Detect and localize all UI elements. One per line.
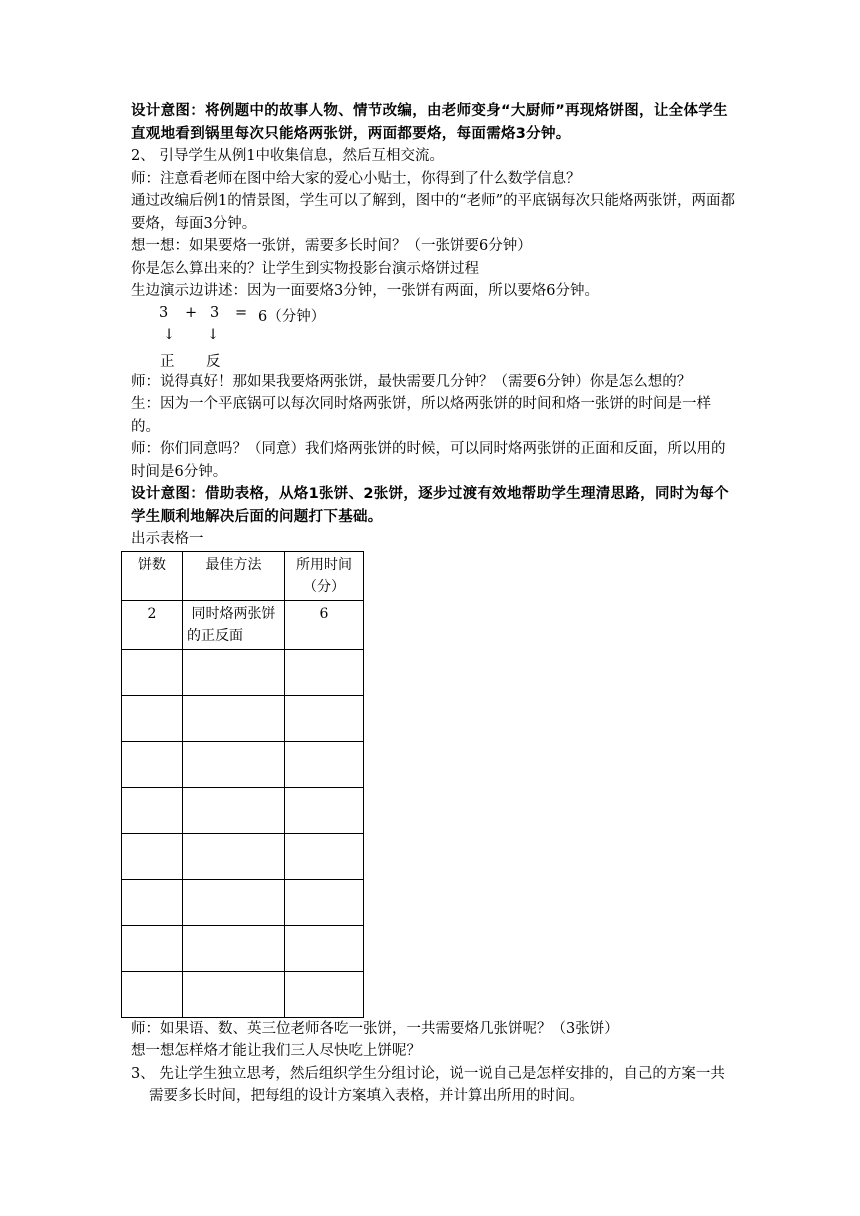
baking-table <box>121 551 364 1018</box>
label-back: 反 <box>206 353 221 370</box>
step-3: 3、 先让学生独立思考，然后组织学生分组讨论，说一说自己是怎样安排的，自己的方案一共需要多长时间，把每组的设计方案填入表格，并计算出所用的时间。 <box>131 1065 725 1104</box>
empty-cell <box>183 787 285 833</box>
header-best-method: 最佳方法 <box>183 551 285 600</box>
table-row <box>122 695 364 741</box>
empty-cell <box>122 787 183 833</box>
empty-cell <box>285 925 364 971</box>
cell-best-method: 同时烙两张饼的正反面 <box>183 600 285 649</box>
equals-sign: = <box>235 304 248 321</box>
label-front: 正 <box>160 353 175 370</box>
empty-cell <box>122 971 183 1017</box>
plus-sign: + <box>185 304 198 321</box>
table-row <box>122 971 364 1017</box>
empty-cell <box>122 879 183 925</box>
cell-cake-count: 2 <box>122 600 183 649</box>
empty-cell <box>122 833 183 879</box>
table-header-row <box>122 551 364 600</box>
design-intent-2: 设计意图：借助表格，从烙1张饼、2张饼，逐步过渡有效地帮助学生理清思路，同时为每个学生顺利地解决后面的问题打下基础。 <box>131 486 729 525</box>
empty-cell <box>183 833 285 879</box>
table-row <box>122 600 364 649</box>
empty-cell <box>122 925 183 971</box>
empty-cell <box>122 695 183 741</box>
empty-cell <box>122 649 183 695</box>
teacher-line-2: 师：说得真好！那如果我要烙两张饼，最快需要几分钟？（需要6分钟）你是怎么想的？ <box>131 373 692 390</box>
empty-cell <box>183 649 285 695</box>
teacher-line-4: 师：如果语、数、英三位老师各吃一张饼，一共需要烙几张饼呢？（3张饼） <box>131 1020 619 1037</box>
down-arrow-icon: ↓ <box>207 326 220 343</box>
adaptation-paragraph: 通过改编后例1的情景图，学生可以了解到，图中的“老师”的平底锅每次只能烙两张饼，两面都要烙，每面3分钟。 <box>131 193 736 232</box>
header-time: 所用时间（分） <box>285 551 364 600</box>
result: 6（分钟） <box>258 308 326 325</box>
document-page <box>131 100 737 1108</box>
student-line-2: 生：因为一个平底锅可以每次同时烙两张饼，所以烙两张饼的时间和烙一张饼的时间是一样的。 <box>131 396 711 435</box>
teacher-line-3: 师：你们同意吗？（同意）我们烙两张饼的时候，可以同时烙两张饼的正面和反面，所以用的时间是6分钟。 <box>131 441 726 480</box>
table-row <box>122 649 364 695</box>
table-row <box>122 833 364 879</box>
teacher-line-1: 师：注意看老师在图中给大家的爱心小贴士，你得到了什么数学信息？ <box>131 170 581 187</box>
header-cake-count: 饼数 <box>122 551 183 600</box>
empty-cell <box>183 695 285 741</box>
step-2: 2、 引导学生从例1中收集信息，然后互相交流。 <box>131 148 445 164</box>
operand-a: 3 <box>159 304 169 321</box>
table-row <box>122 741 364 787</box>
empty-cell <box>285 971 364 1017</box>
cell-time: 6 <box>285 600 364 649</box>
student-demo: 生边演示边讲述：因为一面要烙3分钟，一张饼有两面，所以要烙6分钟。 <box>131 283 599 299</box>
empty-cell <box>285 833 364 879</box>
table-row <box>122 879 364 925</box>
empty-cell <box>183 925 285 971</box>
table-row <box>122 925 364 971</box>
empty-cell <box>285 879 364 925</box>
table-row <box>122 787 364 833</box>
empty-cell <box>183 879 285 925</box>
down-arrow-icon: ↓ <box>163 326 176 343</box>
empty-cell <box>285 649 364 695</box>
empty-cell <box>122 741 183 787</box>
design-intent-1: 设计意图：将例题中的故事人物、情节改编，由老师变身“大厨师”再现烙饼图，让全体学生直观地看到锅里每次只能烙两张饼，两面都要烙，每面需烙3分钟。 <box>131 103 728 142</box>
empty-cell <box>285 787 364 833</box>
think-question-2: 想一想怎样烙才能让我们三人尽快吃上饼呢？ <box>131 1043 421 1059</box>
how-question: 你是怎么算出来的？让学生到实物投影台演示烙饼过程 <box>131 260 479 277</box>
empty-cell <box>183 971 285 1017</box>
empty-cell <box>183 741 285 787</box>
calculation-diagram <box>131 303 737 371</box>
think-question-1: 想一想：如果要烙一张饼，需要多长时间？（一张饼要6分钟） <box>131 238 532 254</box>
operand-b: 3 <box>210 304 220 321</box>
show-table-label: 出示表格一 <box>131 531 204 547</box>
empty-cell <box>285 741 364 787</box>
empty-cell <box>285 695 364 741</box>
